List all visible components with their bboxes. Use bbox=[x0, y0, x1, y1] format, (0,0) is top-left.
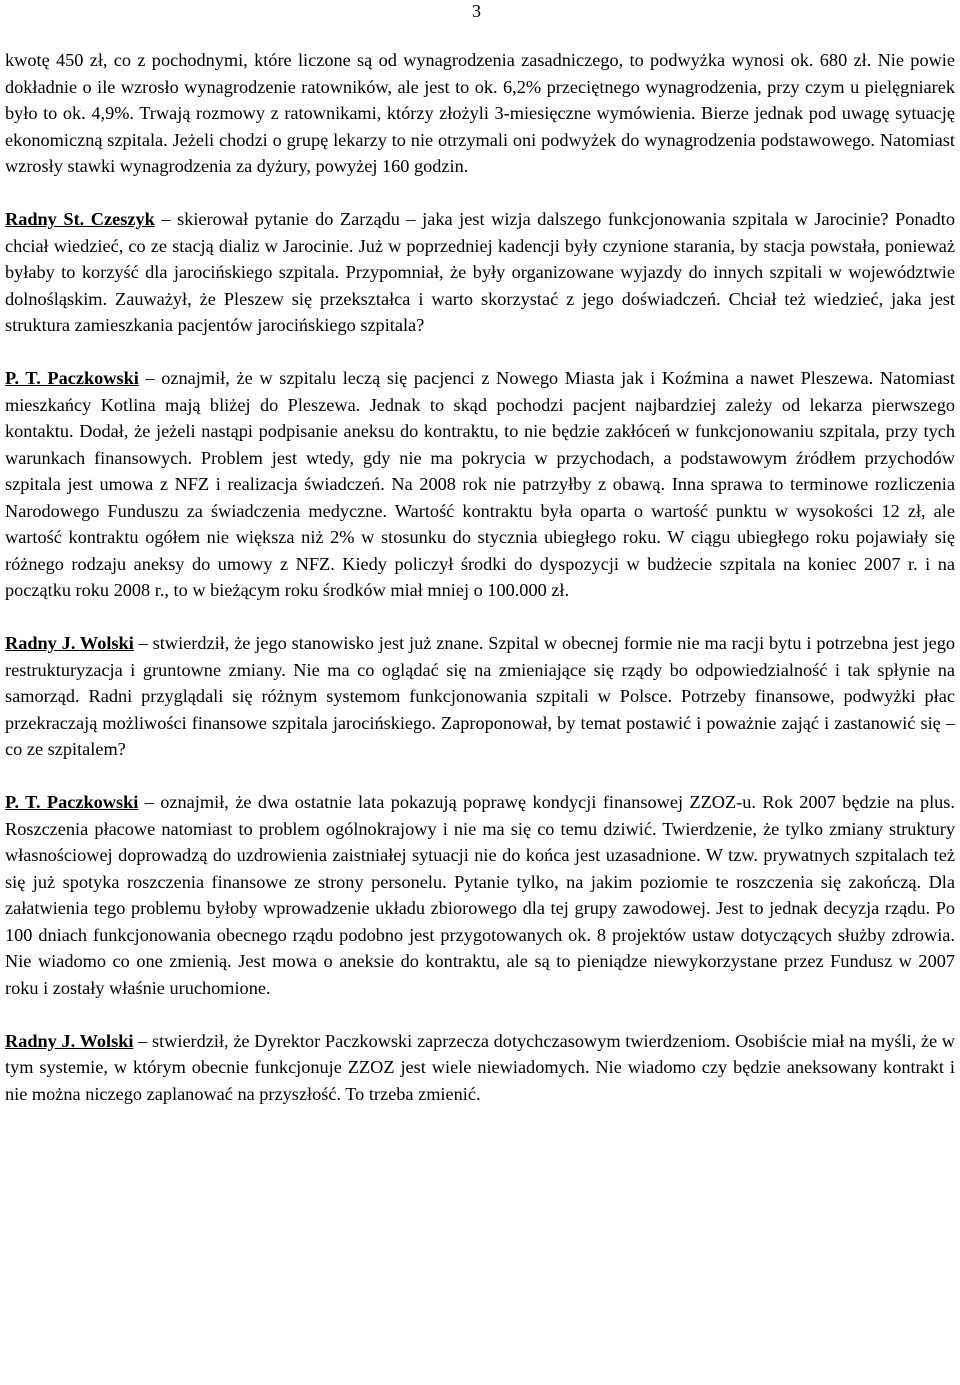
speaker-name: P. T. Paczkowski bbox=[5, 368, 139, 388]
paragraph-3 bbox=[5, 365, 955, 604]
document-body bbox=[5, 47, 955, 1107]
page-number: 3 bbox=[472, 1, 481, 21]
paragraph-1 bbox=[5, 47, 955, 180]
speaker-name: Radny St. Czeszyk bbox=[5, 209, 155, 229]
speaker-name: P. T. Paczkowski bbox=[5, 792, 139, 812]
paragraph-text: – oznajmił, że w szpitalu leczą się pacjenci z Nowego Miasta jak i Koźmina a nawet Pleszewa. Natomiast mieszkańcy Kotlina mają bliżej do Pleszewa. Jednak to skąd pochodzi pacjent najbardziej zależy od lekarza pierwszego kontaktu. Dodał, że jeżeli nastąpi podpisanie aneksu do kontraktu, to nie będzie zakłóceń w funkcjonowaniu szpitala, przy tych warunkach finansowych. Problem jest wtedy, gdy nie ma pokrycia w przychodach, a podstawowym źródłem przychodów szpitala jest umowa z NFZ i realizacja świadczeń. Na 2008 rok nie patrzyłby z obawą. Inna sprawa to terminowe rozliczenia Narodowego Funduszu za świadczenia medyczne. Wartość kontraktu była oparta o wartość punktu w wysokości 12 zł, ale wartość kontraktu ogółem nie większa niż 2% w stosunku do stycznia ubiegłego roku. W ciągu ubiegłego roku pojawiały się różnego rodzaju aneksy do umowy z NFZ. Kiedy policzył środki do dyspozycji w budżecie szpitala na koniec 2007 r. i na początku roku 2008 r., to w bieżącym roku środków miał mniej o 100.000 zł. bbox=[5, 368, 955, 600]
paragraph-text: – stwierdził, że jego stanowisko jest już znane. Szpital w obecnej formie nie ma racji bytu i potrzebna jest jego restrukturyzacja i gruntowne zmiany. Nie ma co oglądać się na zmieniające się rządy bo odpowiedzialność i tak spłynie na samorząd. Radni przyglądali się różnym systemom funkcjonowania szpitali w Polsce. Potrzeby finansowe, podwyżki płac przekraczają możliwości finansowe szpitala jarocińskiego. Zaproponował, by temat postawić i poważnie zająć i zastanowić się – co ze szpitalem? bbox=[5, 633, 955, 759]
paragraph-text: – oznajmił, że dwa ostatnie lata pokazują poprawę kondycji finansowej ZZOZ-u. Rok 2007 będzie na plus. Roszczenia płacowe natomiast to problem ogólnokrajowy i nie ma się co temu dziwić. Twierdzenie, że tylko zmiany struktury własnościowej doprowadzą do uzdrowienia zaistniałej sytuacji nie do końca jest uzasadnione. W tzw. prywatnych szpitalach też się już spotyka roszczenia finansowe ze strony personelu. Pytanie tylko, na jakim poziomie te roszczenia się zakończą. Dla załatwienia tego problemu byłoby wprowadzenie układu zbiorowego dla tej grupy zawodowej. Jest to jednak decyzja rządu. Po 100 dniach funkcjonowania obecnego rządu podobno jest przygotowanych ok. 8 projektów ustaw dotyczących służby zdrowia. Nie wiadomo co one zmienią. Jest mowa o aneksie do kontraktu, ale są to pieniądze niewykorzystane przez Fundusz w 2007 roku i zostały właśnie uruchomione. bbox=[5, 792, 955, 998]
speaker-name: Radny J. Wolski bbox=[5, 633, 134, 653]
paragraph-2 bbox=[5, 206, 955, 339]
paragraph-6 bbox=[5, 1028, 955, 1108]
paragraph-text: kwotę 450 zł, co z pochodnymi, które liczone są od wynagrodzenia zasadniczego, to podwyżka wynosi ok. 680 zł. Nie powie dokładnie o ile wzrosło wynagrodzenie ratowników, ale jest to ok. 6,2% przeciętnego wynagrodzenia, przy czym u pielęgniarek było to ok. 4,9%. Trwają rozmowy z ratownikami, którzy złożyli 3-miesięczne wymówienia. Bierze jednak pod uwagę sytuację ekonomiczną szpitala. Jeżeli chodzi o grupę lekarzy to nie otrzymali oni podwyżek do wynagrodzenia podstawowego. Natomiast wzrosły stawki wynagrodzenia za dyżury, powyżej 160 godzin. bbox=[5, 50, 955, 176]
speaker-name: Radny J. Wolski bbox=[5, 1030, 134, 1051]
paragraph-text: – skierował pytanie do Zarządu – jaka jest wizja dalszego funkcjonowania szpitala w Jarocinie? Ponadto chciał wiedzieć, co ze stacją dializ w Jarocinie. Już w poprzedniej kadencji były czynione starania, by stacja powstała, ponieważ byłaby to korzyść dla jarocińskiego szpitala. Przypomniał, że były organizowane wyjazdy do innych szpitali w województwie dolnośląskim. Zauważył, że Pleszew się przekształca i warto skorzystać z jego doświadczeń. Chciał też wiedzieć, jaka jest struktura zamieszkania pacjentów jarocińskiego szpitala? bbox=[5, 209, 955, 335]
paragraph-4 bbox=[5, 630, 955, 763]
paragraph-5 bbox=[5, 789, 955, 1001]
paragraph-text: – stwierdził, że Dyrektor Paczkowski zaprzecza dotychczasowym twierdzeniom. Osobiście miał na myśli, że w tym systemie, w którym obecnie funkcjonuje ZZOZ jest wiele niewiadomych. Nie wiadomo czy będzie aneksowany kontrakt i nie można niczego zaplanować na przyszłość. To trzeba zmienić. bbox=[5, 1030, 955, 1104]
